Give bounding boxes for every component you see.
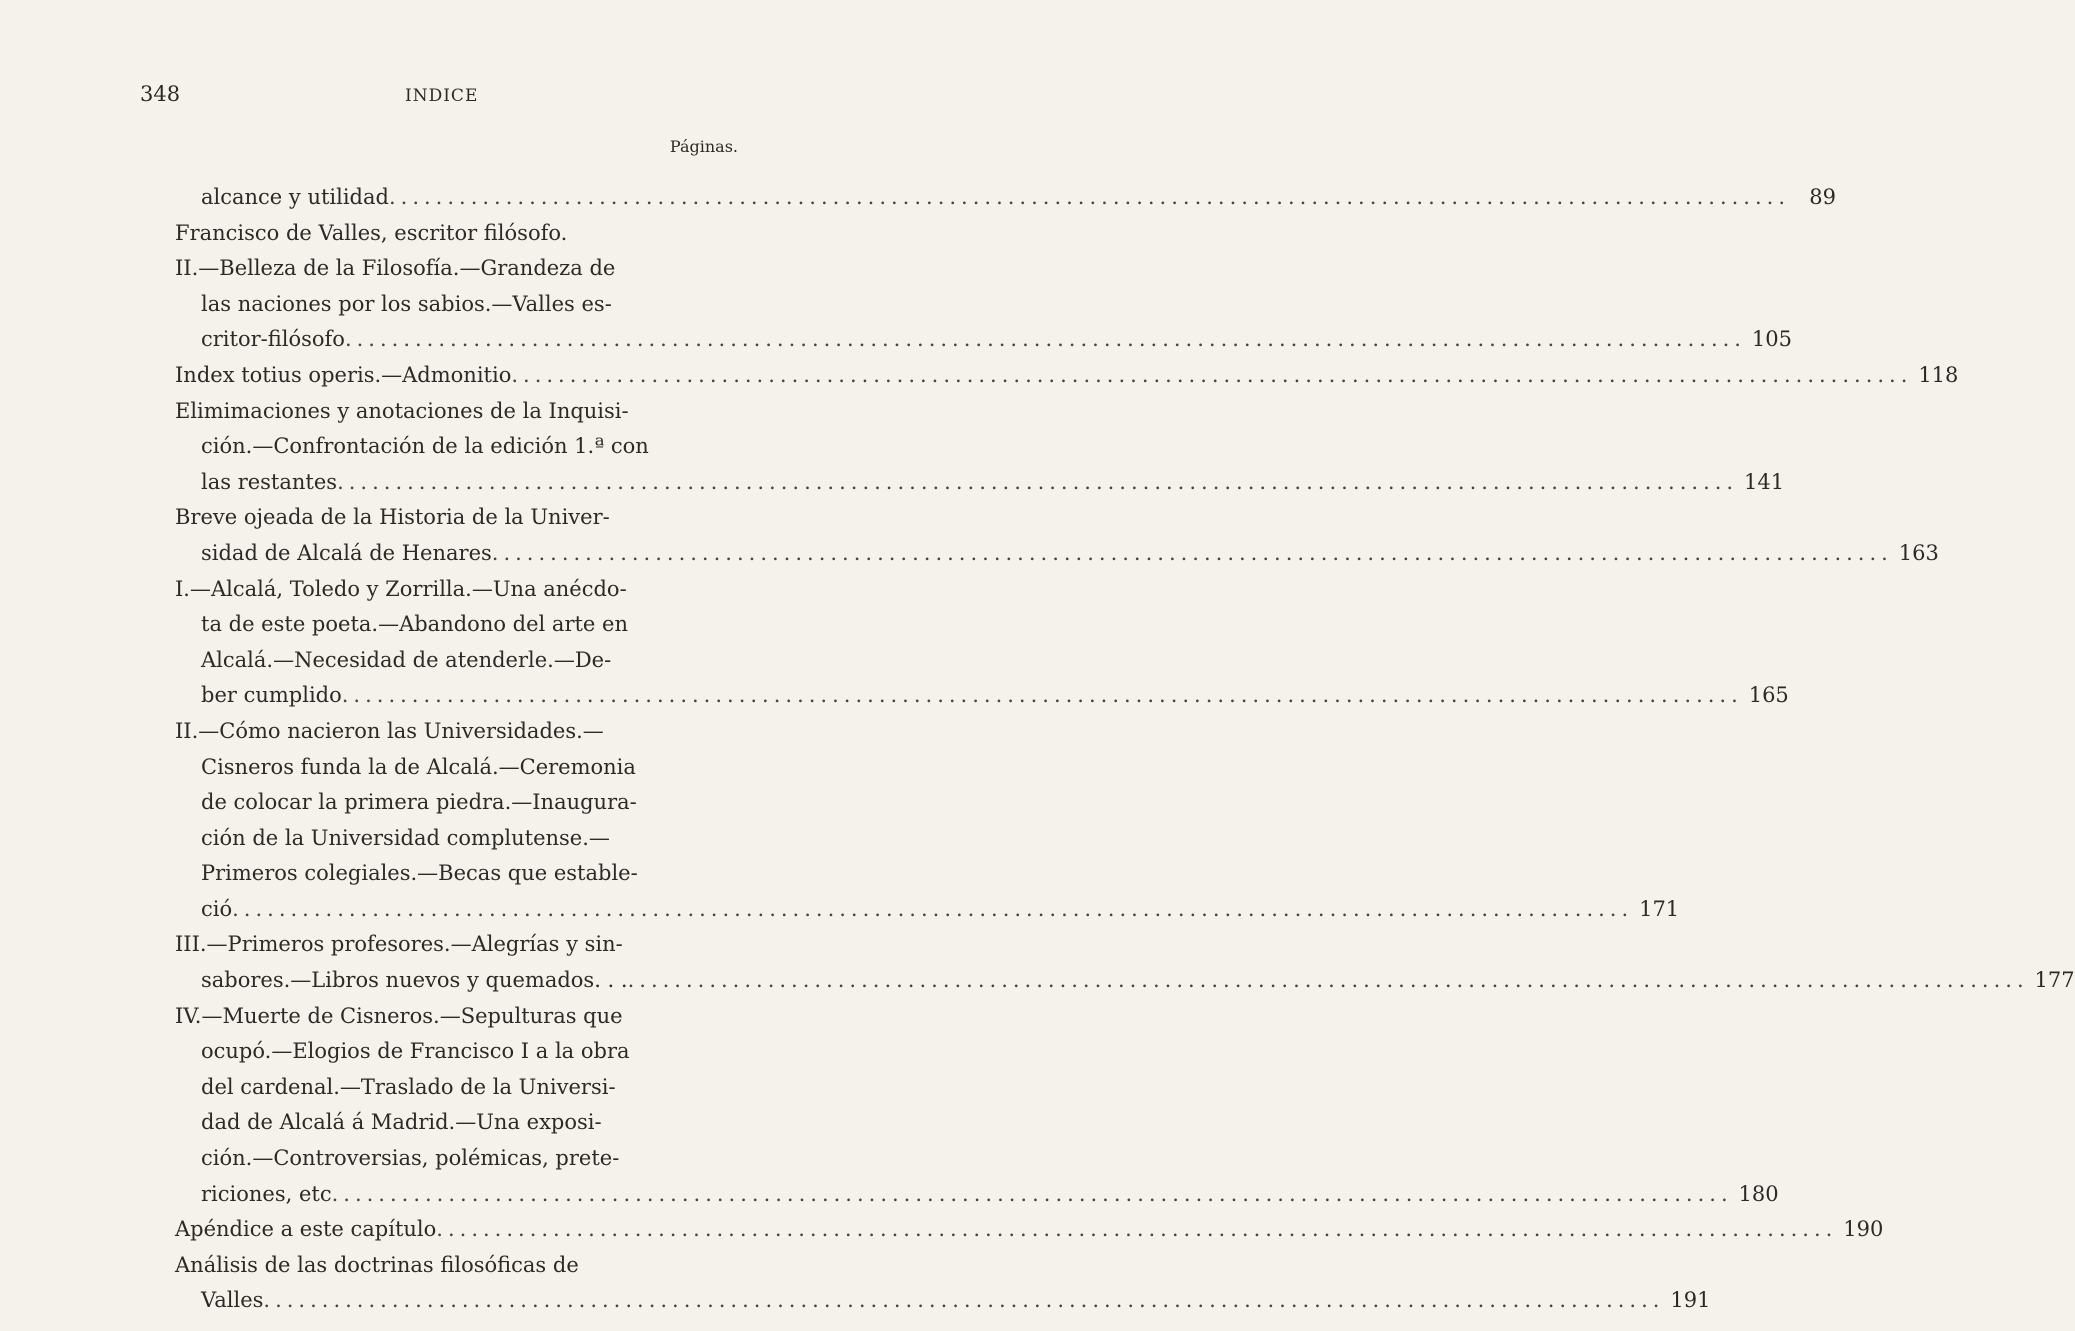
toc-entry-text: ción.—Confrontación de la edición 1.ª con — [201, 434, 649, 459]
toc-line — [175, 180, 1837, 216]
toc-entry-text: I.—Alcalá, Toledo y Zorrilla.—Una anécdo- — [175, 576, 627, 601]
toc-entry-text: Primeros colegiales.—Becas que estable- — [201, 861, 638, 886]
toc-entry-text: Cisneros funda la de Alcalá.—Ceremonia — [201, 754, 636, 779]
dot-leader: ........................................................................................................................ — [511, 362, 1913, 387]
dot-leader: ........................................................................................................................ — [344, 327, 1746, 352]
toc-entry-text: ber cumplido — [201, 683, 342, 708]
toc-line — [175, 251, 737, 287]
toc-line — [175, 1177, 1779, 1213]
toc-line — [175, 714, 737, 750]
toc-page-number: 89 — [1809, 185, 1837, 209]
table-of-contents — [175, 180, 2075, 1319]
toc-entry-text: II.—Belleza de la Filosofía.—Grandeza de — [175, 256, 616, 281]
toc-line — [175, 358, 1959, 394]
toc-entry-text: Alcalá.—Necesidad de atenderle.—De- — [201, 647, 612, 672]
toc-line — [175, 892, 1680, 928]
toc-line — [175, 322, 1792, 358]
toc-line — [175, 465, 1785, 501]
toc-entry-text: las naciones por los sabios.—Valles es- — [201, 291, 612, 316]
toc-page-number: 105 — [1751, 327, 1792, 352]
toc-line — [175, 963, 2075, 999]
toc-entry-text: Elimimaciones y anotaciones de la Inquisi- — [175, 398, 629, 423]
toc-line — [175, 999, 737, 1035]
toc-entry-text: sidad de Alcalá de Henares — [201, 540, 492, 565]
page-number: 348 — [140, 82, 181, 106]
toc-page-number: 191 — [1670, 1288, 1711, 1313]
toc-page-number: 165 — [1748, 683, 1789, 708]
toc-line — [175, 678, 1789, 714]
toc-page-number: 163 — [1898, 540, 1939, 565]
toc-entry-text: II.—Cómo nacieron las Universidades.— — [175, 718, 604, 743]
toc-line — [175, 287, 737, 323]
toc-entry-text: Apéndice a este capítulo — [175, 1217, 437, 1242]
toc-entry-text: Valles — [201, 1288, 264, 1313]
toc-entry-text: Análisis de las doctrinas filosóficas de — [175, 1252, 579, 1277]
toc-entry-text: ocupó.—Elogios de Francisco I a la obra — [201, 1039, 630, 1064]
toc-entry-text: III.—Primeros profesores.—Alegrías y sin- — [175, 932, 623, 957]
toc-line — [175, 1070, 737, 1106]
toc-entry-text: sabores.—Libros nuevos y quemados. . . — [201, 968, 628, 993]
toc-page-number: 180 — [1738, 1181, 1779, 1206]
toc-entry-text: ción de la Universidad complutense.— — [201, 825, 610, 850]
toc-entry-text: ta de este poeta.—Abandono del arte en — [201, 612, 628, 637]
toc-entry-text: del cardenal.—Traslado de la Universi- — [201, 1074, 616, 1099]
toc-line — [175, 1248, 737, 1284]
toc-line — [175, 821, 737, 857]
toc-entry-text: las restantes — [201, 469, 338, 494]
toc-entry-text: Francisco de Valles, escritor filósofo. — [175, 220, 568, 245]
toc-line — [175, 750, 737, 786]
toc-entry-text: ció — [201, 896, 233, 921]
dot-leader: ........................................................................................................................ — [436, 1217, 1838, 1242]
dot-leader: ........................................................................................................................ — [331, 1181, 1733, 1206]
toc-entry-text: ción.—Controversias, polémicas, prete- — [201, 1146, 620, 1171]
toc-line — [175, 394, 737, 430]
toc-entry-text: Index totius operis.—Admonitio — [175, 362, 512, 387]
toc-line — [175, 500, 737, 536]
toc-entry-text: Breve ojeada de la Historia de la Univer- — [175, 505, 610, 530]
toc-page-number: 177 — [2034, 968, 2075, 993]
toc-line — [175, 536, 1939, 572]
toc-entry-text: alcance y utilidad — [201, 185, 389, 209]
dot-leader: ........................................................................................................................ — [232, 896, 1634, 921]
toc-entry-text: IV.—Muerte de Cisneros.—Sepulturas que — [175, 1003, 623, 1028]
toc-page-number: 118 — [1918, 362, 1959, 387]
toc-line — [175, 785, 737, 821]
toc-entry-text: de colocar la primera piedra.—Inaugura- — [201, 790, 637, 815]
toc-line — [175, 572, 737, 608]
toc-line — [175, 643, 737, 679]
toc-line — [175, 429, 737, 465]
toc-page-number: 171 — [1639, 896, 1680, 921]
dot-leader: ........................................................................................................................ — [627, 968, 2029, 993]
running-title: INDICE — [405, 86, 479, 106]
toc-line — [175, 607, 737, 643]
dot-leader: ........................................................................................................................ — [263, 1288, 1665, 1313]
toc-page-number: 190 — [1843, 1217, 1884, 1242]
toc-line — [175, 927, 737, 963]
dot-leader: ........................................................................................................................ — [388, 185, 1791, 209]
dot-leader: ........................................................................................................................ — [337, 469, 1739, 494]
toc-line — [175, 856, 737, 892]
toc-line — [175, 1141, 737, 1177]
toc-line — [175, 1034, 737, 1070]
toc-line — [175, 1283, 1711, 1319]
toc-entry-text: riciones, etc — [201, 1181, 332, 1206]
toc-entry-text: dad de Alcalá á Madrid.—Una exposi- — [201, 1110, 602, 1135]
dot-leader: ........................................................................................................................ — [491, 540, 1893, 565]
dot-leader: ........................................................................................................................ — [341, 683, 1743, 708]
toc-entry-text: critor-filósofo — [201, 327, 345, 352]
toc-page-number: 141 — [1744, 469, 1785, 494]
toc-line — [175, 216, 737, 252]
toc-line — [175, 1212, 1884, 1248]
pages-column-label: Páginas. — [669, 137, 738, 156]
toc-line — [175, 1105, 737, 1141]
